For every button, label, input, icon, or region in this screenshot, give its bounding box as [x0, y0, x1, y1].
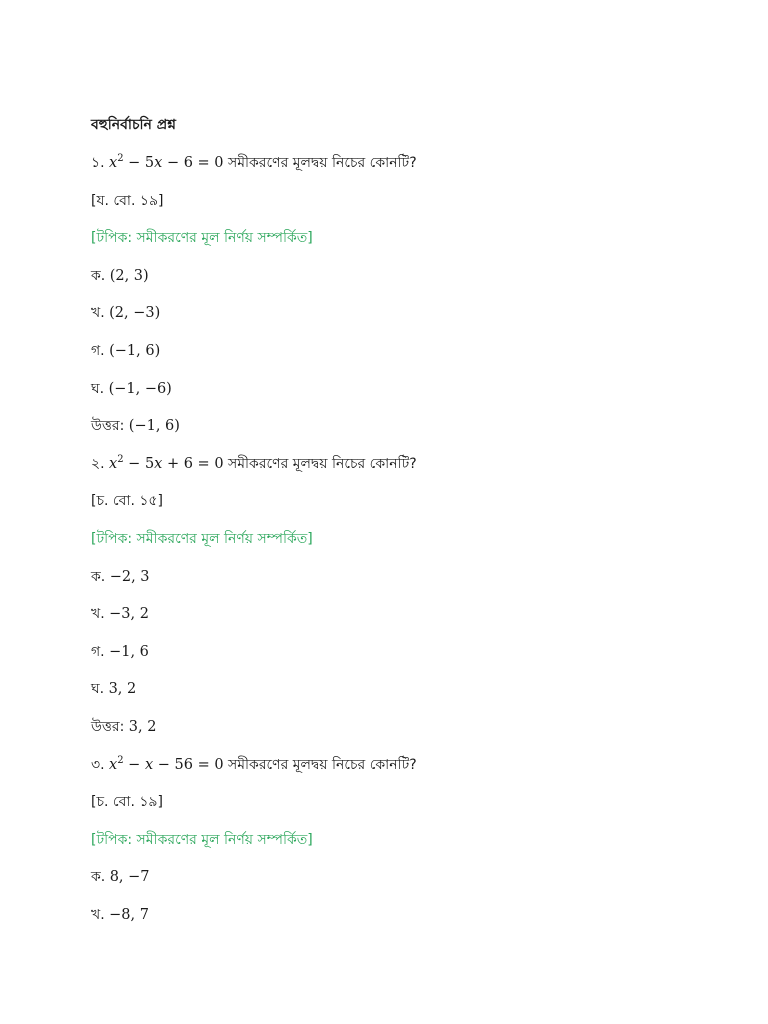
board-reference: [চ. বো. ১৯] — [91, 794, 163, 811]
question-list — [91, 150, 711, 928]
answer-label: উত্তর: — [91, 718, 125, 735]
question-text: সমীকরণের মূলদ্বয় নিচের কোনটি? — [227, 155, 417, 171]
option-label: ক. — [91, 568, 106, 585]
option-label: খ. — [91, 906, 105, 923]
question-number: ১. — [91, 155, 105, 171]
option-value: −3, 2 — [109, 606, 149, 623]
option-label: খ. — [91, 606, 105, 623]
option-value: (2, −3) — [109, 305, 161, 322]
option-value: (−1, −6) — [108, 380, 172, 397]
question-text: সমীকরণের মূলদ্বয় নিচের কোনটি? — [228, 455, 417, 472]
topic-tag: [টপিক: সমীকরণের মূল নির্ণয় সম্পর্কিত] — [91, 230, 313, 247]
option-label: ক. — [91, 869, 106, 886]
board-reference: [চ. বো. ১৫] — [91, 493, 163, 510]
topic-tag: [টপিক: সমীকরণের মূল নির্ণয় সম্পর্কিত] — [91, 831, 313, 848]
answer-option — [91, 338, 711, 364]
correct-answer — [91, 714, 711, 740]
option-value: 3, 2 — [108, 681, 137, 698]
correct-answer — [91, 413, 711, 439]
question-number: ৩. — [91, 756, 105, 773]
option-value: −1, 6 — [109, 643, 149, 660]
option-value: −8, 7 — [109, 906, 149, 923]
document-page — [91, 112, 711, 939]
option-label: খ. — [91, 305, 105, 322]
question-stem — [91, 451, 711, 477]
topic-tag: [টপিক: সমীকরণের মূল নির্ণয় সম্পর্কিত] — [91, 530, 313, 547]
option-value: (−1, 6) — [109, 342, 161, 359]
answer-option — [91, 639, 711, 665]
question-stem — [91, 752, 711, 778]
question-equation: $x^2 - 5x - 6 = 0$ — [109, 153, 224, 171]
option-value: −2, 3 — [109, 568, 150, 585]
option-label: ঘ. — [91, 681, 105, 698]
question-text: সমীকরণের মূলদ্বয় নিচের কোনটি? — [228, 756, 417, 773]
board-reference: [য. বো. ১৯] — [91, 192, 164, 209]
question-equation: $x^2 - 5x + 6 = 0$ — [109, 453, 224, 472]
answer-option — [91, 902, 711, 928]
answer-option — [91, 676, 711, 702]
answer-option — [91, 263, 711, 289]
answer-value: 3, 2 — [128, 718, 157, 735]
answer-option — [91, 864, 711, 890]
answer-option — [91, 601, 711, 627]
answer-option — [91, 300, 711, 326]
answer-option — [91, 376, 711, 402]
question-equation: $x^2 - x - 56 = 0$ — [109, 754, 224, 773]
option-label: গ. — [91, 643, 105, 660]
question-stem — [91, 150, 711, 176]
option-value: 8, −7 — [109, 869, 150, 886]
option-label: গ. — [91, 342, 105, 359]
section-heading: বহুনির্বাচনি প্রশ্ন — [91, 117, 176, 133]
option-label: ঘ. — [91, 380, 105, 397]
answer-label: উত্তর: — [91, 418, 125, 435]
answer-value: (−1, 6) — [128, 418, 180, 435]
option-label: ক. — [91, 267, 106, 284]
question-number: ২. — [91, 455, 105, 472]
option-value: (2, 3) — [109, 267, 149, 284]
answer-option — [91, 564, 711, 590]
